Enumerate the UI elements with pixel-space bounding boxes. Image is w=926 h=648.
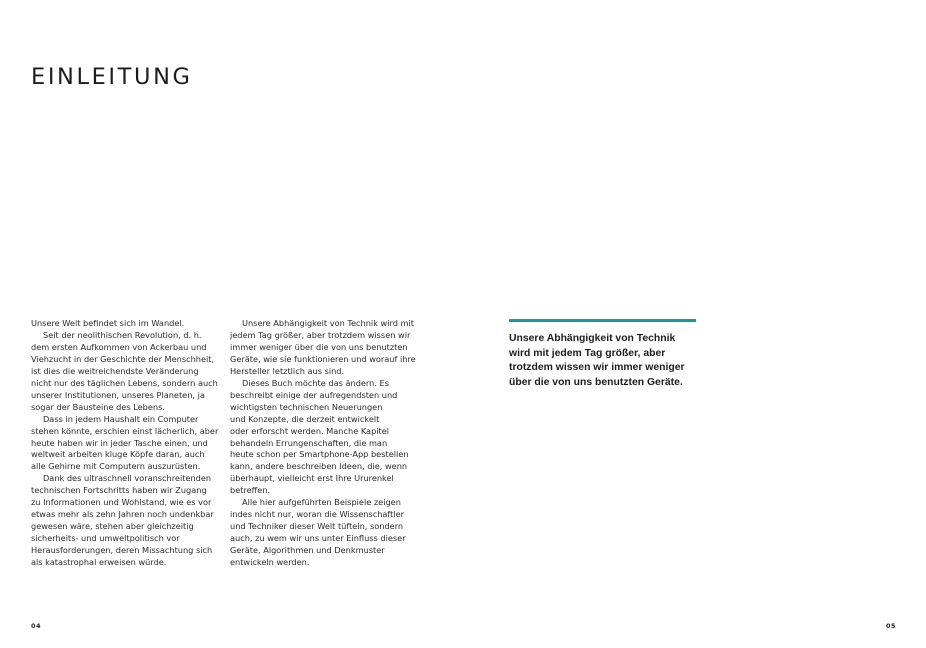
chapter-title: EINLEITUNG (31, 64, 193, 90)
paragraph: Dank des ultraschnell voranschreitenden technischen Fortschritts haben wir Zugang zu Informationen und Wohlstand, wie es vor etwas mehr als zehn Jahren noch undenkbar gewesen wäre, stehen aber gleichzeitig sicherheits- und umweltpolitisch vor Herausforderungen, deren Missachtung sich als katastrophal erweisen würde. (31, 473, 214, 568)
body-column-left (31, 318, 227, 569)
paragraph: Unsere Abhängigkeit von Technik wird mit jedem Tag größer, aber trotzdem wissen wir immer weniger über die von uns benutzten Geräte, wie sie funktionieren und worauf ihre Hersteller letztlich aus sind. (230, 318, 416, 376)
pull-quote: Unsere Abhängigkeit von Technik wird mit jedem Tag größer, aber trotzdem wissen wir immer weniger über die von uns benutzten Geräte. (509, 333, 685, 388)
body-column-right (230, 318, 430, 569)
pull-quote-rule (509, 319, 696, 322)
page-number-left: 04 (31, 622, 42, 630)
paragraph: Dieses Buch möchte das ändern. Es beschreibt einige der aufregendsten und wichtigsten technischen Neuerungen und Konzepte, die derzeit entwickelt oder erforscht werden. Manche Kapitel behandeln Errungenschaften, die man heute schon per Smartphone-App bestellen kann, andere beschreiben Ideen, die, wenn überhaupt, vielleicht erst Ihre Ururenkel betreffen. (230, 377, 409, 496)
paragraph: Seit der neolithischen Revolution, d. h. dem ersten Aufkommen von Ackerbau und Viehzucht in der Geschichte der Menschheit, ist dies die weitreichendste Veränderung nicht nur des täglichen Lebens, sondern auch unserer Institutionen, unseres Planeten, ja sogar der Bausteine des Lebens. (31, 329, 218, 412)
paragraph: Alle hier aufgeführten Beispiele zeigen indes nicht nur, woran die Wissenschaftler und Techniker dieser Welt tüfteln, sondern auch, zu wem wir uns unter Einfluss dieser Geräte, Algorithmen und Denkmuster entwickeln werden. (230, 497, 406, 568)
paragraph: Dass in jedem Haushalt ein Computer stehen könnte, erschien einst lächerlich, aber heute haben wir in jeder Tasche einen, und weltweit arbeiten kluge Köpfe daran, auch alle Gehirne mit Computern auszurüsten. (31, 413, 219, 472)
page-number-right: 05 (886, 622, 897, 630)
paragraph: Unsere Welt befindet sich im Wandel. (31, 318, 185, 328)
